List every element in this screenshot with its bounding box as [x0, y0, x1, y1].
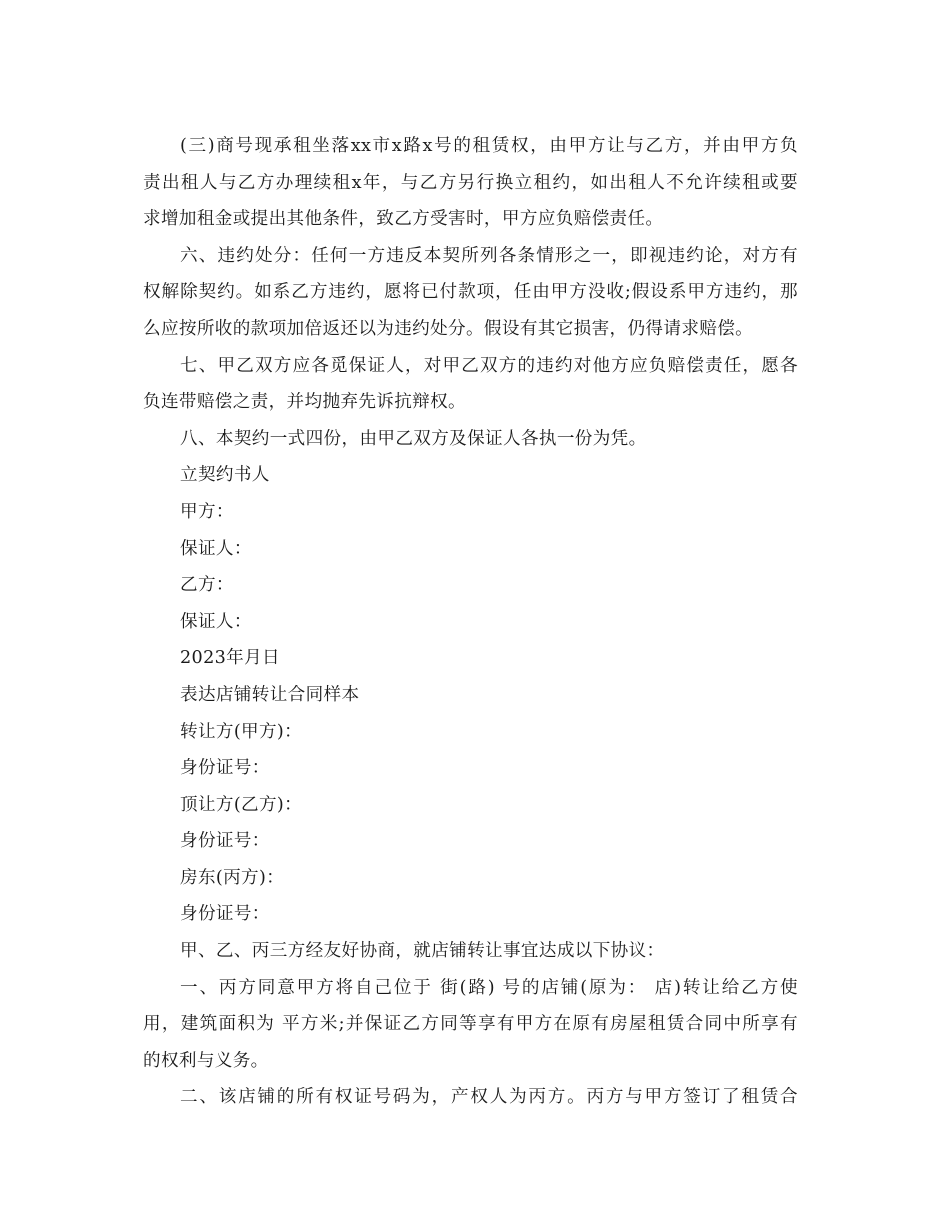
text-line: 求增加租金或提出其他条件，致乙方受害时，甲方应负赔偿责任。 [143, 209, 664, 230]
signature-date: 2023年月日 [180, 648, 281, 669]
paragraph-transfer-clause-2 [143, 1079, 798, 1116]
text-line: 的权利与义务。 [143, 1050, 269, 1071]
text-line: 么应按所收的款项加倍返还以为违约处分。假设有其它损害，仍得请求赔偿。 [143, 318, 754, 339]
text-line: 权解除契约。如系乙方违约，愿将已付款项，任由甲方没收;假设系甲方违约，那 [143, 282, 798, 303]
party-a-label: 甲方： [180, 501, 234, 522]
transferor-label: 转让方(甲方)： [180, 721, 303, 742]
party-b-label: 乙方： [180, 575, 234, 596]
paragraph-clause-7 [143, 348, 798, 421]
text-line: 二、该店铺的所有权证号码为，产权人为丙方。丙方与甲方签订了租赁合 [180, 1087, 798, 1108]
landlord-label: 房东(丙方)： [180, 867, 285, 888]
text-line: 一、丙方同意甲方将自己位于 街(路) 号的店铺(原为： 店)转让给乙方使 [180, 977, 798, 998]
second-contract [143, 677, 798, 1116]
signature-title: 立契约书人 [180, 465, 270, 486]
paragraph-clause-3-3 [143, 128, 798, 238]
guarantor-a-label: 保证人： [180, 538, 252, 559]
transferee-id-label: 身份证号： [180, 831, 270, 852]
text-line: 七、甲乙双方应各觅保证人，对甲乙双方的违约对他方应负赔偿责任，愿各 [180, 355, 798, 376]
signature-block [143, 457, 798, 677]
text-line: 八、本契约一式四份，由甲乙双方及保证人各执一份为凭。 [180, 428, 647, 449]
paragraph-transfer-clause-1 [143, 970, 798, 1080]
text-line: 负连带赔偿之责，并均抛弃先诉抗辩权。 [143, 392, 466, 413]
text-line: 用，建筑面积为 平方米;并保证乙方同等享有甲方在原有房屋租赁合同中所享有 [143, 1014, 798, 1035]
transferor-id-label: 身份证号： [180, 758, 270, 779]
text-line: 六、违约处分：任何一方违反本契所列各条情形之一，即视违约论，对方有 [180, 245, 798, 266]
text-line: 责出租人与乙方办理续租x年，与乙方另行换立租约，如出租人不允许续租或要 [143, 172, 798, 193]
guarantor-b-label: 保证人： [180, 611, 252, 632]
landlord-id-label: 身份证号： [180, 904, 270, 925]
paragraph-clause-6 [143, 238, 798, 348]
contract-title: 表达店铺转让合同样本 [180, 684, 360, 705]
contract-preamble: 甲、乙、丙三方经友好协商，就店铺转让事宜达成以下协议： [180, 941, 665, 962]
transferee-label: 顶让方(乙方)： [180, 794, 303, 815]
paragraph-clause-8 [143, 421, 798, 458]
document-page [143, 128, 798, 1116]
text-line: (三)商号现承租坐落xx市x路x号的租赁权，由甲方让与乙方，并由甲方负 [180, 136, 798, 156]
